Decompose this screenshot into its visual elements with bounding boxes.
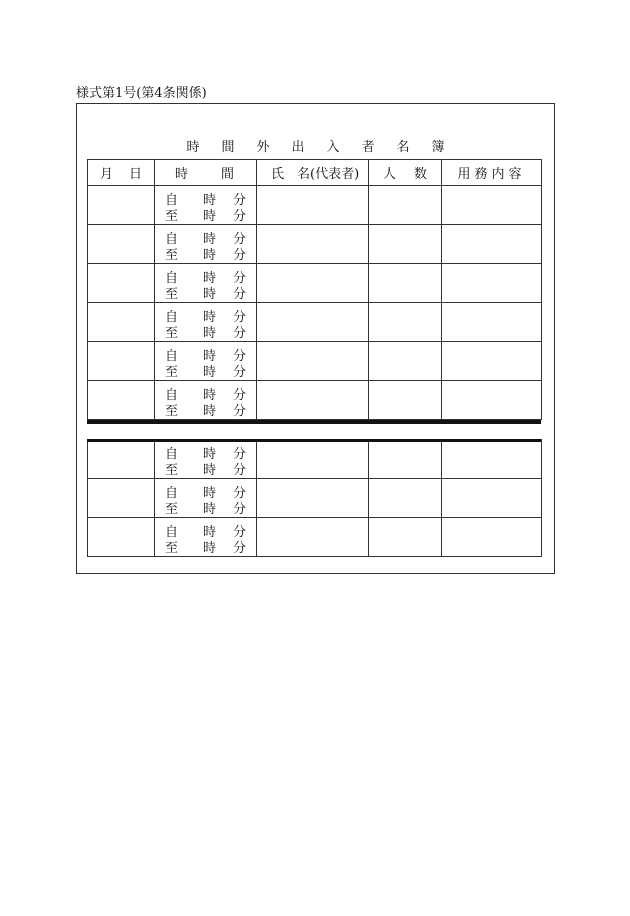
count-cell[interactable]: [369, 479, 442, 518]
duty-cell[interactable]: [442, 264, 542, 303]
title-char: 名: [396, 140, 410, 155]
duty-cell[interactable]: [442, 186, 542, 225]
time-to-label: 至: [165, 248, 179, 263]
title-char: 者: [361, 140, 375, 155]
time-line-to: [165, 537, 246, 556]
minute-label: 分: [232, 193, 246, 208]
duty-cell[interactable]: [442, 518, 542, 557]
hour-label: 時: [203, 193, 217, 208]
title-char: 時: [186, 140, 200, 155]
count-cell[interactable]: [369, 440, 442, 479]
duty-cell[interactable]: [442, 440, 542, 479]
section-divider: [87, 420, 541, 424]
header-row: [88, 160, 542, 186]
time-line-from: [165, 345, 246, 364]
title-char: 簿: [431, 140, 445, 155]
time-line-from: [165, 521, 246, 540]
hour-label: 時: [203, 486, 217, 501]
time-line-from: [165, 482, 246, 501]
hour-label: 時: [203, 209, 217, 224]
time-cell[interactable]: [155, 303, 257, 342]
time-to-label: 至: [165, 326, 179, 341]
name-cell[interactable]: [257, 186, 369, 225]
hour-label: 時: [203, 349, 217, 364]
table-row: [88, 381, 542, 420]
table-row: [88, 479, 542, 518]
title-char: 出: [291, 140, 305, 155]
count-cell[interactable]: [369, 225, 442, 264]
time-line-to: [165, 322, 246, 341]
table-row: [88, 303, 542, 342]
header-time: [155, 160, 257, 186]
minute-label: 分: [232, 404, 246, 419]
section-divider: [87, 439, 541, 442]
hour-label: 時: [203, 271, 217, 286]
header-time-a: 時: [175, 167, 189, 182]
hour-label: 時: [203, 447, 217, 462]
duty-cell[interactable]: [442, 225, 542, 264]
time-line-to: [165, 361, 246, 380]
hour-label: 時: [203, 326, 217, 341]
time-cell[interactable]: [155, 479, 257, 518]
minute-label: 分: [232, 486, 246, 501]
duty-cell[interactable]: [442, 479, 542, 518]
minute-label: 分: [232, 232, 246, 247]
table-row: [88, 440, 542, 479]
time-line-to: [165, 400, 246, 419]
time-to-label: 至: [165, 287, 179, 302]
header-date: [88, 160, 155, 186]
table-row: [88, 342, 542, 381]
time-line-from: [165, 384, 246, 403]
time-to-label: 至: [165, 404, 179, 419]
name-cell[interactable]: [257, 518, 369, 557]
time-to-label: 至: [165, 463, 179, 478]
time-to-label: 至: [165, 502, 179, 517]
time-from-label: 自: [165, 525, 179, 540]
header-name: 氏 名(代表者): [257, 160, 369, 186]
date-cell[interactable]: [88, 264, 155, 303]
time-cell[interactable]: [155, 518, 257, 557]
header-duty: 用務内容: [442, 160, 542, 186]
table-row: [88, 518, 542, 557]
hour-label: 時: [203, 404, 217, 419]
time-cell[interactable]: [155, 186, 257, 225]
time-line-from: [165, 443, 246, 462]
minute-label: 分: [232, 310, 246, 325]
time-from-label: 自: [165, 193, 179, 208]
date-cell[interactable]: [88, 186, 155, 225]
minute-label: 分: [232, 248, 246, 263]
header-time-b: 間: [220, 167, 234, 182]
minute-label: 分: [232, 365, 246, 380]
time-line-from: [165, 228, 246, 247]
name-cell[interactable]: [257, 342, 369, 381]
minute-label: 分: [232, 209, 246, 224]
date-cell[interactable]: [88, 381, 155, 420]
hour-label: 時: [203, 365, 217, 380]
time-to-label: 至: [165, 209, 179, 224]
minute-label: 分: [232, 502, 246, 517]
table-row: [88, 225, 542, 264]
form-number-label: 様式第1号(第4条関係): [76, 86, 207, 101]
hour-label: 時: [203, 388, 217, 403]
time-from-label: 自: [165, 447, 179, 462]
minute-label: 分: [232, 447, 246, 462]
time-to-label: 至: [165, 541, 179, 556]
time-cell[interactable]: [155, 440, 257, 479]
count-cell[interactable]: [369, 381, 442, 420]
name-cell[interactable]: [257, 479, 369, 518]
title-char: 入: [326, 140, 340, 155]
name-cell[interactable]: [257, 303, 369, 342]
time-line-from: [165, 306, 246, 325]
time-line-to: [165, 283, 246, 302]
date-cell[interactable]: [88, 303, 155, 342]
minute-label: 分: [232, 463, 246, 478]
title-char: 外: [256, 140, 270, 155]
time-from-label: 自: [165, 310, 179, 325]
hour-label: 時: [203, 287, 217, 302]
register-table-bottom: [87, 439, 542, 557]
minute-label: 分: [232, 287, 246, 302]
table-row: [88, 264, 542, 303]
time-from-label: 自: [165, 232, 179, 247]
time-line-to: [165, 205, 246, 224]
time-cell[interactable]: [155, 342, 257, 381]
time-cell[interactable]: [155, 264, 257, 303]
hour-label: 時: [203, 310, 217, 325]
date-cell[interactable]: [88, 225, 155, 264]
time-line-from: [165, 189, 246, 208]
duty-cell[interactable]: [442, 342, 542, 381]
time-cell[interactable]: [155, 225, 257, 264]
time-line-to: [165, 244, 246, 263]
name-cell[interactable]: [257, 440, 369, 479]
count-cell[interactable]: [369, 342, 442, 381]
hour-label: 時: [203, 525, 217, 540]
minute-label: 分: [232, 349, 246, 364]
form-title: [76, 136, 555, 155]
minute-label: 分: [232, 326, 246, 341]
time-cell[interactable]: [155, 381, 257, 420]
date-cell[interactable]: [88, 518, 155, 557]
minute-label: 分: [232, 271, 246, 286]
time-to-label: 至: [165, 365, 179, 380]
time-from-label: 自: [165, 388, 179, 403]
time-line-to: [165, 459, 246, 478]
minute-label: 分: [232, 525, 246, 540]
date-cell[interactable]: [88, 440, 155, 479]
name-cell[interactable]: [257, 381, 369, 420]
hour-label: 時: [203, 248, 217, 263]
date-cell[interactable]: [88, 479, 155, 518]
title-char: 間: [221, 140, 235, 155]
header-month: 月: [100, 167, 114, 182]
hour-label: 時: [203, 463, 217, 478]
duty-cell[interactable]: [442, 303, 542, 342]
header-count: [369, 160, 442, 186]
header-count-b: 数: [413, 167, 427, 182]
time-line-from: [165, 267, 246, 286]
hour-label: 時: [203, 232, 217, 247]
duty-cell[interactable]: [442, 381, 542, 420]
table-row: [88, 186, 542, 225]
register-table-top: [87, 159, 542, 420]
count-cell[interactable]: [369, 264, 442, 303]
name-cell[interactable]: [257, 264, 369, 303]
name-cell[interactable]: [257, 225, 369, 264]
count-cell[interactable]: [369, 303, 442, 342]
minute-label: 分: [232, 541, 246, 556]
time-from-label: 自: [165, 349, 179, 364]
time-from-label: 自: [165, 486, 179, 501]
hour-label: 時: [203, 502, 217, 517]
time-from-label: 自: [165, 271, 179, 286]
minute-label: 分: [232, 388, 246, 403]
header-day: 日: [128, 167, 142, 182]
header-count-a: 人: [383, 167, 397, 182]
count-cell[interactable]: [369, 518, 442, 557]
count-cell[interactable]: [369, 186, 442, 225]
date-cell[interactable]: [88, 342, 155, 381]
hour-label: 時: [203, 541, 217, 556]
time-line-to: [165, 498, 246, 517]
